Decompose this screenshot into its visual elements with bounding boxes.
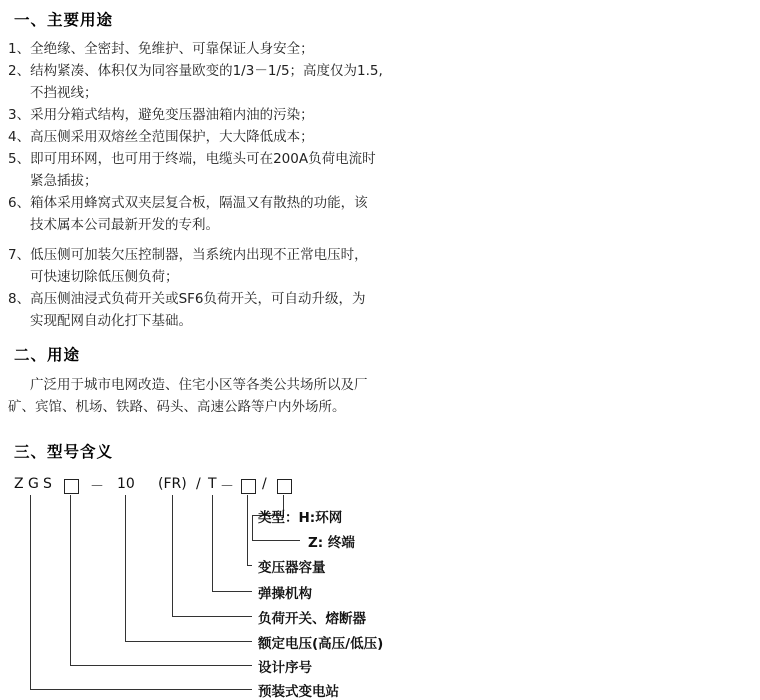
body-line: 矿、宾馆、机场、铁路、码头、高速公路等户内外场所。	[8, 399, 346, 415]
diagram-label-mechanism: 弹操机构	[258, 586, 312, 602]
code-placeholder-box	[241, 479, 256, 494]
diagram-label-substation: 预装式变电站	[258, 684, 339, 700]
code-token-dash-1: －	[90, 479, 104, 495]
leader-vline-serial	[70, 495, 71, 665]
leader-hline-voltage	[125, 641, 252, 642]
diagram-label-switch-fuse: 负荷开关、熔断器	[258, 611, 366, 627]
code-token-10: 10	[117, 476, 135, 492]
leader-hline-mechanism	[212, 591, 252, 592]
section-heading-application: 二、用途	[14, 346, 81, 364]
section-heading-model-meaning: 三、型号含义	[14, 443, 114, 461]
leader-vline-mechanism	[212, 495, 213, 591]
section-heading-main-uses: 一、主要用途	[14, 11, 114, 29]
diagram-label-design-serial: 设计序号	[258, 660, 312, 676]
code-token-z: Z	[14, 476, 24, 492]
code-token-fr: (FR)	[158, 476, 187, 492]
body-line: 8、高压侧油浸式负荷开关或SF6负荷开关，可自动升级，为	[8, 291, 366, 307]
leader-vline-type-2	[252, 515, 253, 540]
leader-hline-serial	[70, 665, 252, 666]
diagram-label-capacity: 变压器容量	[258, 560, 326, 576]
body-line: 广泛用于城市电网改造、住宅小区等各类公共场所以及厂	[30, 377, 368, 393]
leader-vline-substation	[30, 495, 31, 689]
body-line: 6、箱体采用蜂窝式双夹层复合板，隔温又有散热的功能，该	[8, 195, 368, 211]
diagram-label-rated-voltage: 额定电压(高压/低压)	[258, 636, 384, 652]
code-token-dash-2: －	[220, 479, 234, 495]
leader-hline-switch	[172, 616, 252, 617]
body-line: 4、高压侧采用双熔丝全范围保护，大大降低成本；	[8, 129, 314, 145]
code-placeholder-box	[64, 479, 79, 494]
leader-vline-capacity	[247, 495, 248, 565]
code-token-slash-2: /	[262, 476, 267, 492]
body-line: 紧急插拔；	[30, 173, 98, 189]
code-placeholder-box	[277, 479, 292, 494]
diagram-label-type-z: Z: 终端	[308, 535, 355, 551]
body-line: 不挡视线；	[30, 85, 98, 101]
body-line: 技术属本公司最新开发的专利。	[30, 217, 219, 233]
body-line: 1、全绝缘、全密封、免维护、可靠保证人身安全；	[8, 41, 314, 57]
body-line: 7、低压侧可加装欠压控制器，当系统内出现不正常电压时，	[8, 247, 368, 263]
model-code-diagram	[0, 468, 760, 700]
leader-hline-substation	[30, 689, 252, 690]
leader-hline-type-2	[252, 540, 300, 541]
body-line: 5、即可用环网，也可用于终端，电缆头可在200A负荷电流时	[8, 151, 376, 167]
body-line: 可快速切除低压侧负荷；	[30, 269, 179, 285]
leader-vline-switch	[172, 495, 173, 616]
body-line: 3、采用分箱式结构，避免变压器油箱内油的污染；	[8, 107, 314, 123]
leader-hline-capacity	[247, 565, 252, 566]
body-line: 实现配网自动化打下基础。	[30, 313, 192, 329]
code-token-slash-1: /	[196, 476, 201, 492]
code-token-t: T	[208, 476, 217, 492]
code-token-g: G	[28, 476, 39, 492]
code-token-s: S	[43, 476, 52, 492]
leader-vline-voltage	[125, 495, 126, 641]
body-line: 2、结构紧凑、体积仅为同容量欧变的1/3－1/5；高度仅为1.5,	[8, 63, 383, 79]
diagram-label-type: 类型：H:环网	[258, 510, 343, 526]
